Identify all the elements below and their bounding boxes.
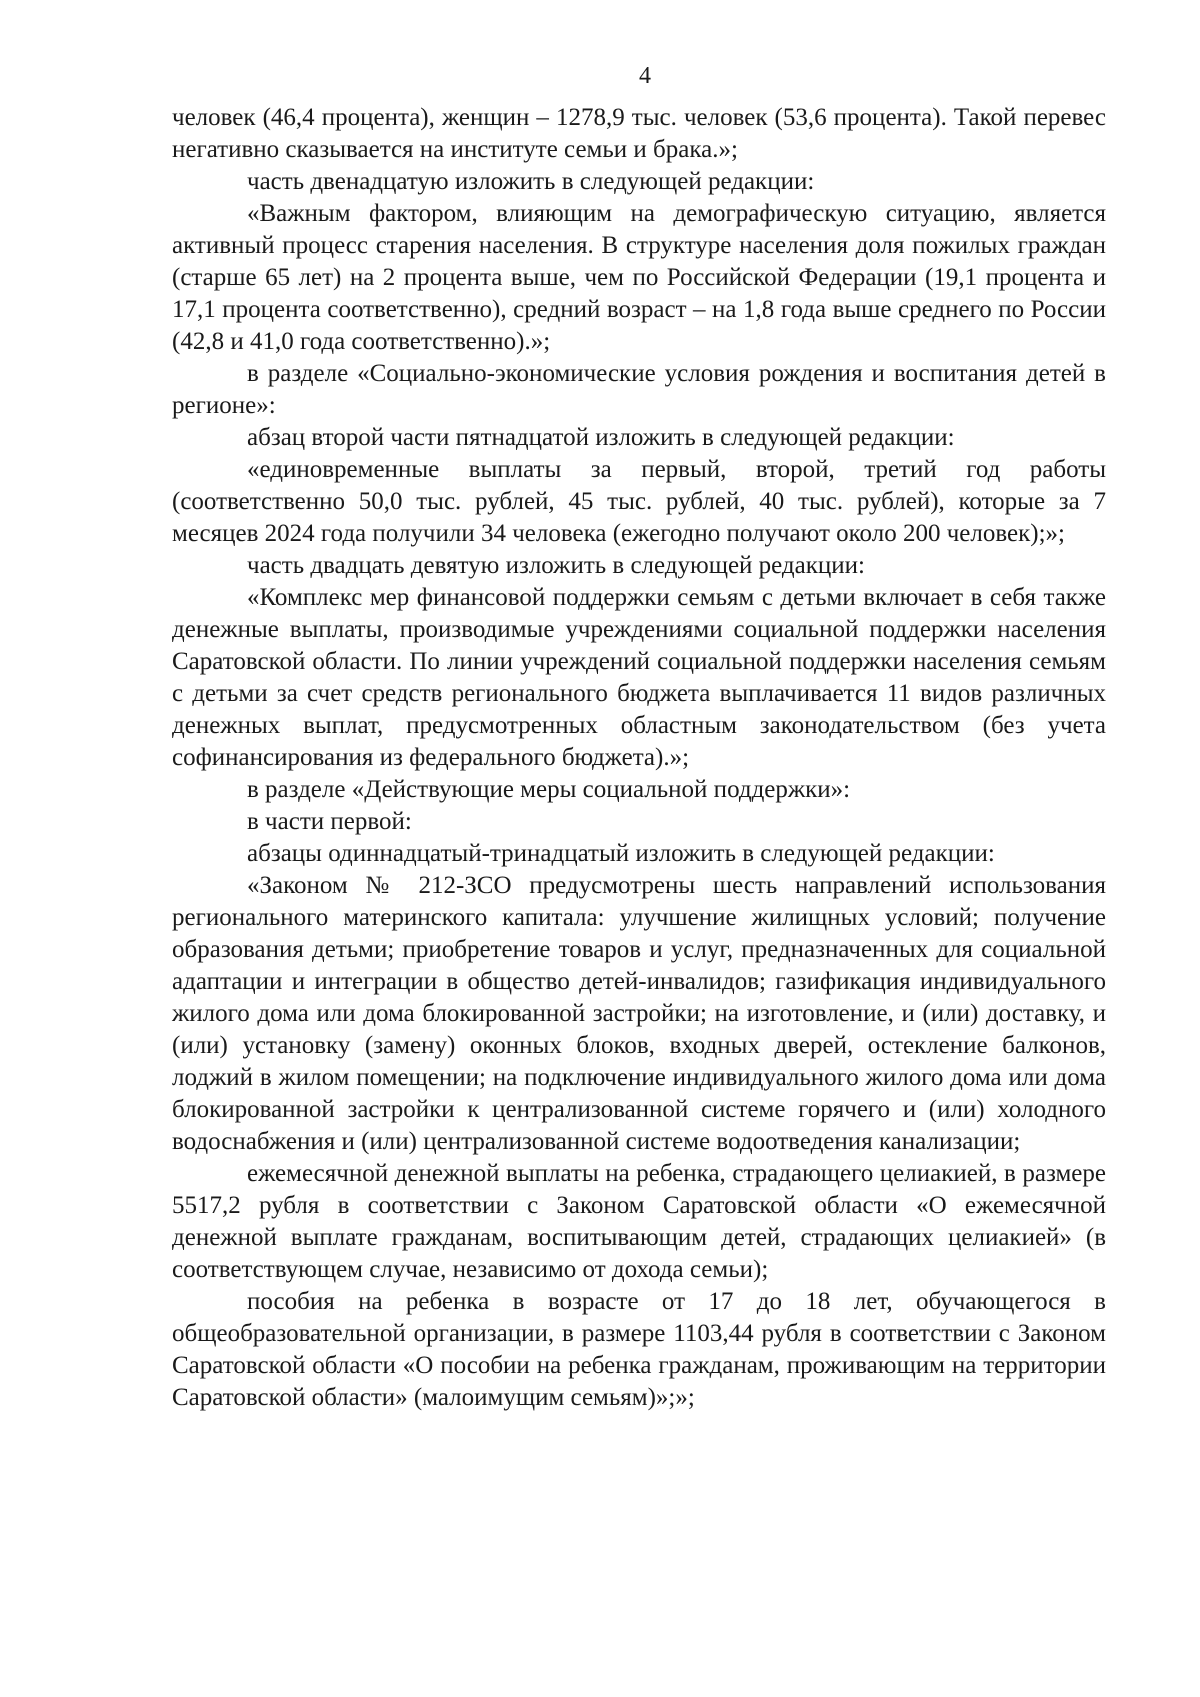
paragraph: «Комплекс мер финансовой поддержки семьям с детьми включает в себя также денежные выплаты, производимые учреждениями социальной поддержки населения Саратовской области. По линии учреждений социальной поддержки населения семьям с детьми за счет средств регионального бюджета выплачивается 11 видов различных денежных выплат, предусмотренных областным законодательством (без учета софинансирования из федерального бюджета).»; <box>172 584 1106 771</box>
paragraph: пособия на ребенка в возрасте от 17 до 18 лет, обучающегося в общеобразовательной организации, в размере 1103,44 рубля в соответствии с Законом Саратовской области «О пособии на ребенка гражданам, проживающим на территории Саратовской области» (малоимущим семьям)»;»; <box>172 1288 1106 1411</box>
paragraph: ежемесячной денежной выплаты на ребенка, страдающего целиакией, в размере 5517,2 рубля в соответствии с Законом Саратовской области «О ежемесячной денежной выплате гражданам, воспитывающим детей, страдающих целиакией» (в соответствующем случае, независимо от дохода семьи); <box>172 1160 1106 1283</box>
paragraph: «Законом № 212-ЗСО предусмотрены шесть направлений использования регионального материнского капитала: улучшение жилищных условий; получение образования детьми; приобретение товаров и услуг, предназначенных для социальной адаптации и интеграции в общество детей-инвалидов; газификация индивидуального жилого дома или дома блокированной застройки; на изготовление, и (или) доставку, и (или) установку (замену) оконных блоков, входных дверей, остекление балконов, лоджий в жилом помещении; на подключение индивидуального жилого дома или дома блокированной застройки к централизованной системе горячего и (или) холодного водоснабжения и (или) централизованной системе водоотведения канализации; <box>172 872 1106 1155</box>
paragraph: человек (46,4 процента), женщин – 1278,9 тыс. человек (53,6 процента). Такой перевес негативно сказывается на институте семьи и брака.»; <box>172 104 1106 163</box>
document-body <box>172 102 1106 1414</box>
paragraph: абзацы одиннадцатый-тринадцатый изложить в следующей редакции: <box>247 840 995 867</box>
page-number: 4 <box>639 63 651 89</box>
paragraph: часть двадцать девятую изложить в следующей редакции: <box>247 552 865 579</box>
paragraph: абзац второй части пятнадцатой изложить в следующей редакции: <box>247 424 955 451</box>
paragraph: часть двенадцатую изложить в следующей редакции: <box>247 168 815 195</box>
paragraph: в разделе «Действующие меры социальной поддержки»: <box>247 776 851 803</box>
paragraph: «Важным фактором, влияющим на демографическую ситуацию, является активный процесс старения населения. В структуре населения доля пожилых граждан (старше 65 лет) на 2 процента выше, чем по Российской Федерации (19,1 процента и 17,1 процента соответственно), средний возраст – на 1,8 года выше среднего по России (42,8 и 41,0 года соответственно).»; <box>172 200 1106 355</box>
document-page <box>172 62 1106 1414</box>
paragraph: «единовременные выплаты за первый, второй, третий год работы (соответственно 50,0 тыс. рублей, 45 тыс. рублей, 40 тыс. рублей), которые за 7 месяцев 2024 года получили 34 человека (ежегодно получают около 200 человек);»; <box>172 456 1106 547</box>
paragraph: в части первой: <box>247 808 412 835</box>
paragraph: в разделе «Социально-экономические условия рождения и воспитания детей в регионе»: <box>172 360 1106 419</box>
